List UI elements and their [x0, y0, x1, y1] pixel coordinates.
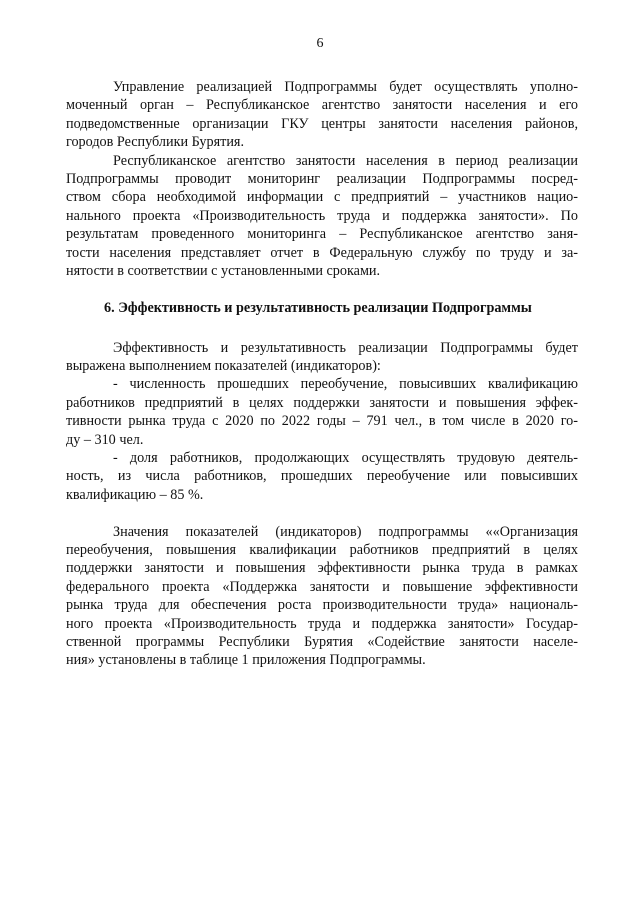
text-line: ного проекта «Производительность труда и поддержка занятости» Государ- — [66, 615, 578, 632]
text-line: Значения показателей (индикаторов) подпрограммы ««Организация — [113, 523, 578, 540]
text-line: - численность прошедших переобучение, повысивших квалификацию — [113, 376, 578, 393]
spacer — [66, 280, 578, 298]
text-line: городов Республики Бурятия. — [66, 134, 244, 151]
spacer — [66, 504, 578, 522]
text-line: тивности рынка труда с 2020 по 2022 годы – 791 чел., в том числе в 2020 го- — [66, 413, 578, 430]
document-body — [66, 78, 578, 670]
text-line: переобучения, повышения квалификации работников предприятий в целях — [66, 541, 578, 558]
text-line: Подпрограммы проводит мониторинг реализации Подпрограммы посред- — [66, 170, 578, 187]
text-line: федерального проекта «Поддержка занятости и повышение эффективности — [66, 578, 578, 595]
paragraph-indicator-values — [66, 523, 578, 670]
text-line: поддержки занятости и повышения эффективности рынка труда в рамках — [66, 560, 578, 577]
text-line: Республиканское агентство занятости населения в период реализации — [113, 152, 578, 169]
section-heading: 6. Эффективность и результативность реализации Подпрограммы — [104, 299, 532, 316]
text-line: Управление реализацией Подпрограммы будет осуществлять уполно- — [113, 79, 578, 95]
text-line: результатам проведенного мониторинга – Республиканское агентство заня- — [66, 226, 578, 243]
text-line: Эффективность и результативность реализации Подпрограммы будет — [113, 339, 578, 356]
text-line: нятости в соответствии с установленными сроками. — [66, 262, 381, 279]
page-number: 6 — [316, 36, 324, 51]
text-line: ственной программы Республики Бурятия «Содействие занятости населе- — [66, 633, 578, 650]
text-line: ством сбора необходимой информации с предприятий – участников нацио- — [66, 189, 578, 206]
text-line: - доля работников, продолжающих осуществлять трудовую деятель- — [113, 450, 578, 467]
paragraph-monitoring — [66, 152, 578, 281]
text-line: ния» установлены в таблице 1 приложения Подпрограммы. — [66, 652, 426, 669]
text-line: подведомственные организации ГКУ центры занятости населения районов, — [66, 115, 578, 132]
text-line: выражена выполнением показателей (индикаторов): — [66, 358, 381, 375]
text-line: рынка труда для обеспечения роста производительности труда» националь- — [66, 597, 578, 614]
paragraph-effectiveness — [66, 339, 578, 376]
text-line: тости населения представляет отчет в Федеральную службу по труду и за- — [66, 244, 578, 261]
text-line: ду – 310 чел. — [66, 431, 144, 448]
text-line: нального проекта «Производительность труда и поддержка занятости». По — [66, 207, 578, 224]
spacer — [66, 319, 578, 339]
text-line: моченный орган – Республиканское агентство занятости населения и его — [66, 97, 578, 114]
text-line: работников предприятий в целях поддержки занятости и повышения эффек- — [66, 394, 578, 411]
paragraph-indicator-count — [66, 375, 578, 449]
text-line: квалификацию – 85 %. — [66, 486, 204, 503]
paragraph-indicator-share — [66, 449, 578, 504]
text-line: ность, из числа работников, прошедших переобучение или повысивших — [66, 468, 578, 485]
paragraph-management — [66, 78, 578, 152]
